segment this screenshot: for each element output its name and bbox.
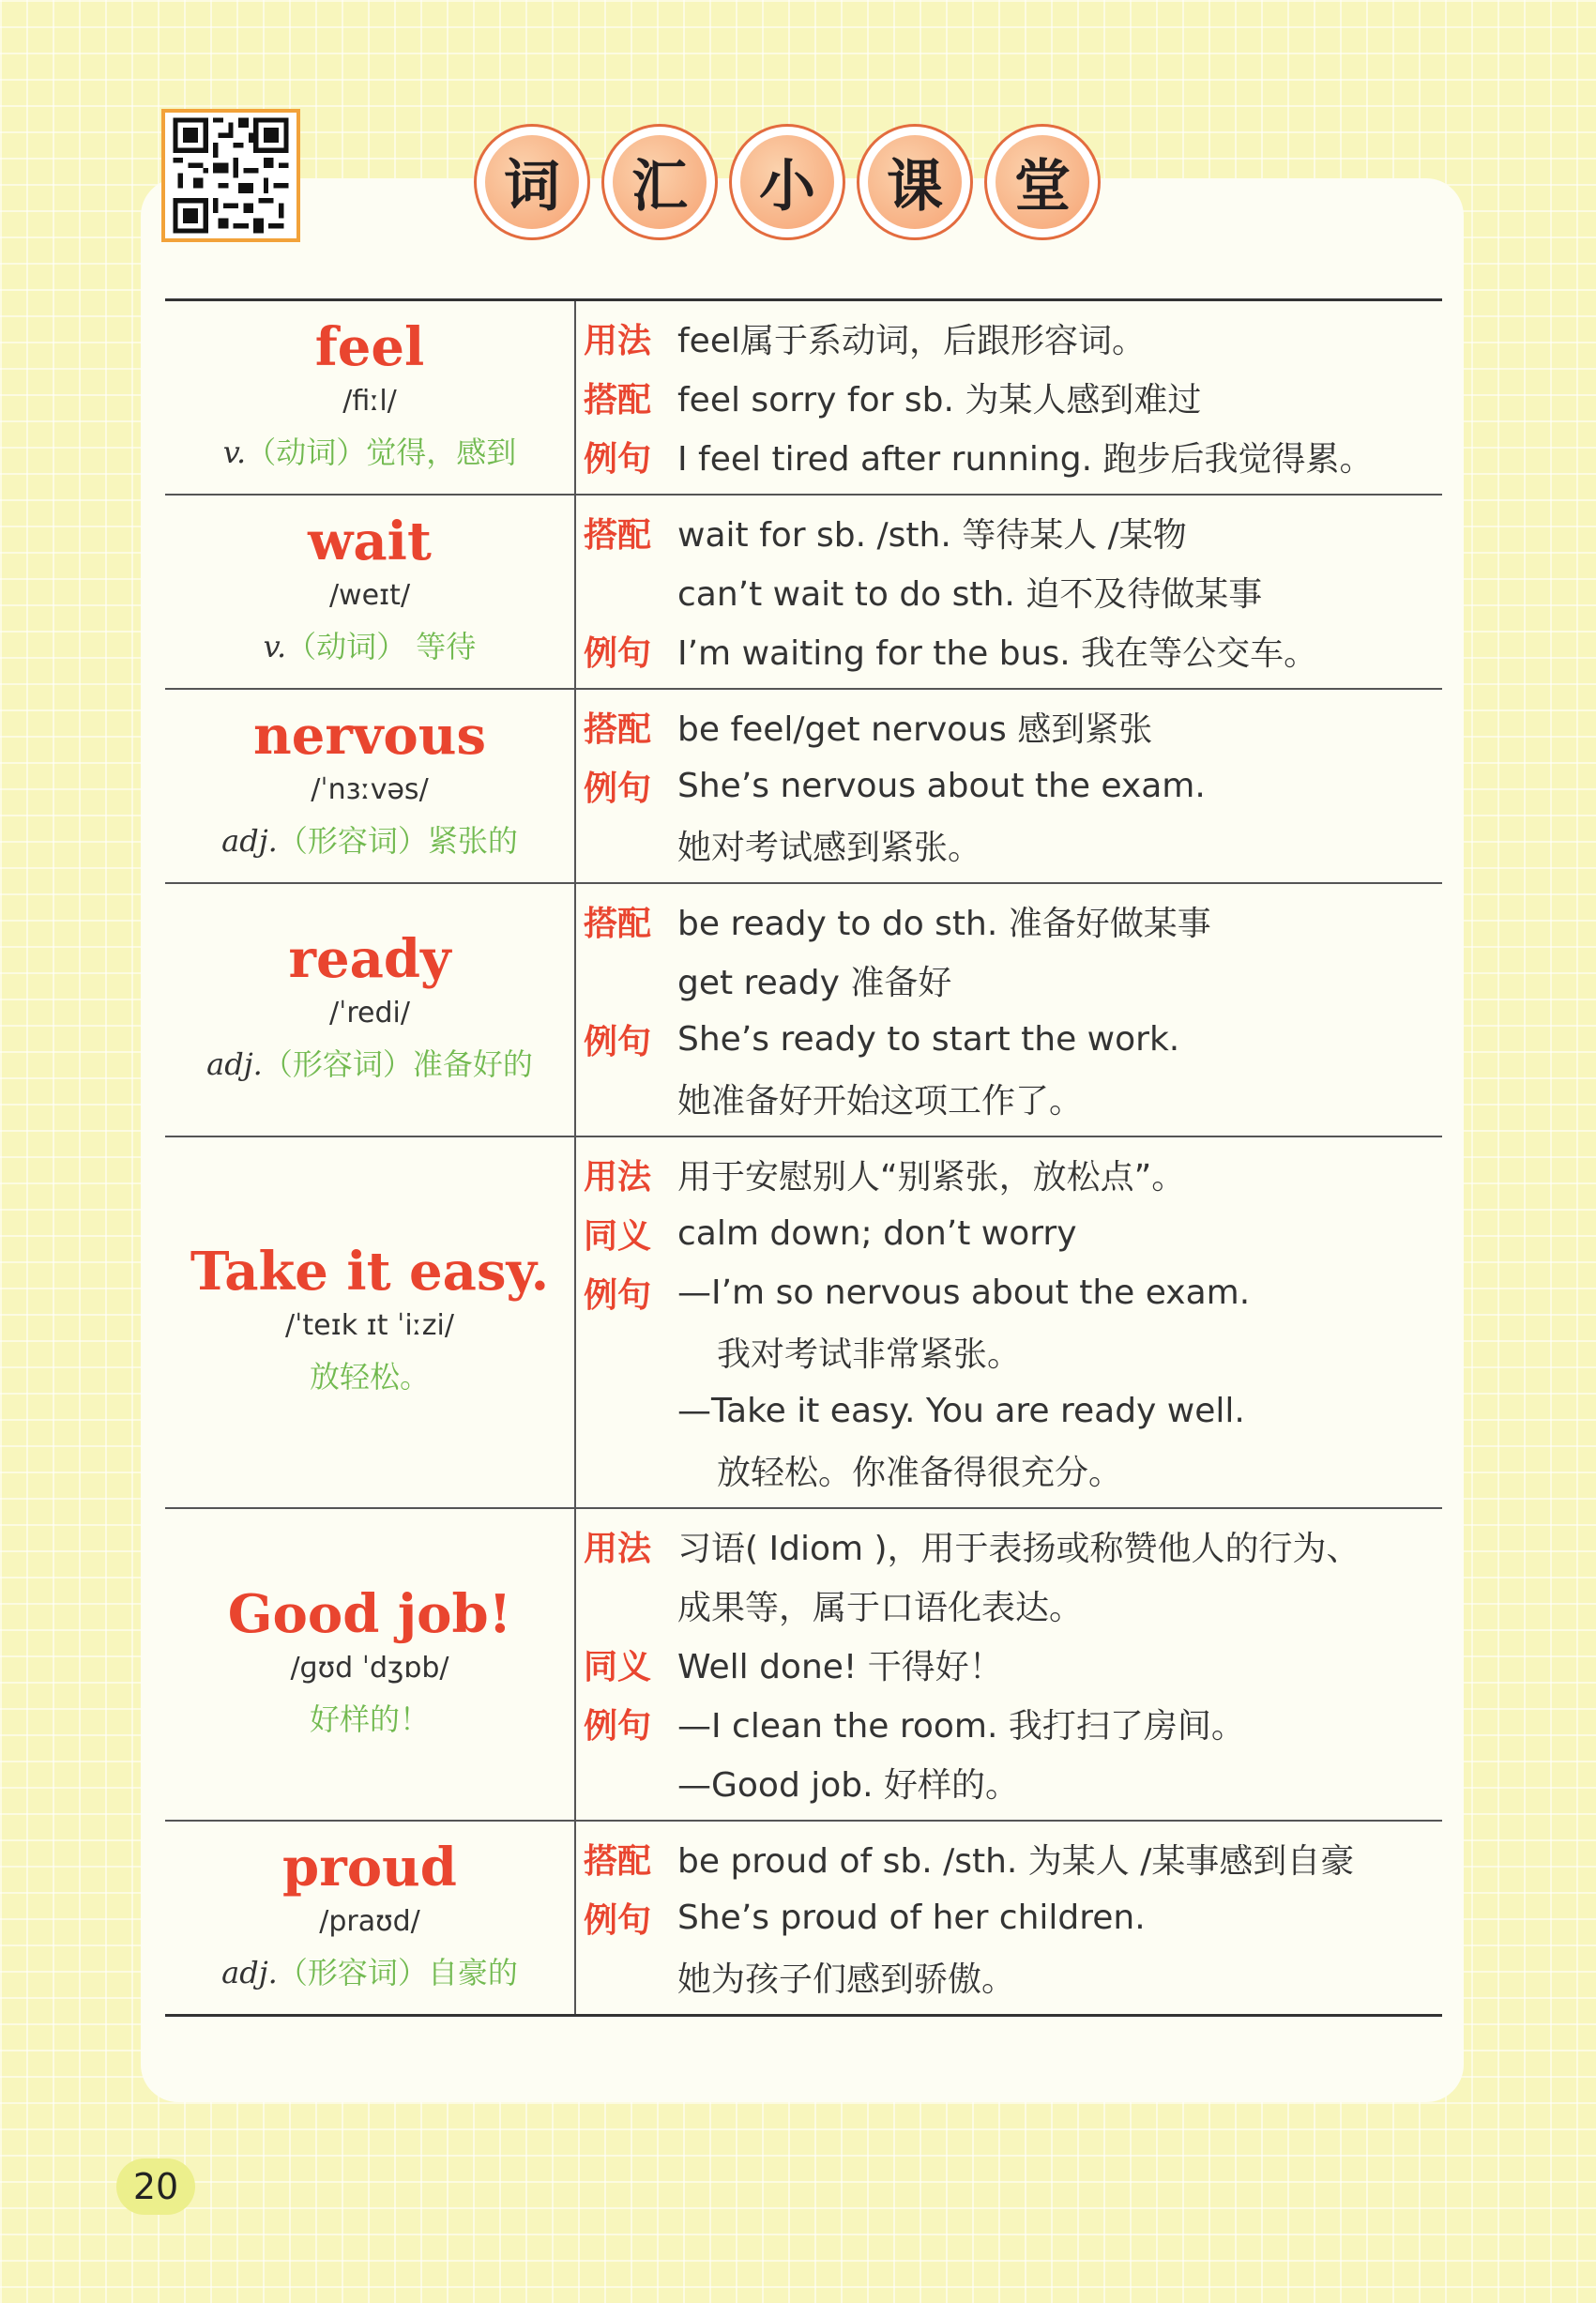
usage-line bbox=[576, 951, 1442, 1010]
part-of-speech bbox=[165, 1038, 574, 1090]
usage-tag: 例句 bbox=[584, 440, 652, 479]
usage-text: calm down; don’t worry bbox=[677, 1214, 1077, 1253]
pos-meaning: （动词） 等待 bbox=[286, 628, 477, 664]
page-number: 20 bbox=[116, 2158, 195, 2215]
usage-cell bbox=[575, 1821, 1442, 2016]
usage-line bbox=[576, 1381, 1442, 1441]
usage-cell bbox=[575, 495, 1442, 689]
usage-text: She’s nervous about the exam. bbox=[677, 767, 1206, 805]
usage-text: feel属于系动词，后跟形容词。 bbox=[677, 322, 1146, 360]
usage-text: 习语( Idiom )，用于表扬或称赞他人的行为、 bbox=[677, 1530, 1360, 1568]
usage-text: I’m waiting for the bus. 我在等公交车。 bbox=[677, 634, 1318, 673]
vocab-entry-row bbox=[165, 883, 1442, 1136]
usage-text: 她准备好开始这项工作了。 bbox=[677, 1082, 1084, 1121]
vocab-entry-row bbox=[165, 300, 1442, 496]
phonetic: /fiːl/ bbox=[342, 384, 397, 418]
usage-tag: 例句 bbox=[584, 1276, 652, 1315]
usage-text: get ready 准备好 bbox=[677, 964, 952, 1002]
pos-meaning: （形容词）准备好的 bbox=[262, 1046, 533, 1082]
word-cell bbox=[165, 495, 575, 689]
title-circle bbox=[601, 124, 718, 240]
pos-abbreviation: v. bbox=[263, 628, 287, 664]
usage-tag: 例句 bbox=[584, 634, 652, 673]
pos-meaning: 放轻松。 bbox=[309, 1359, 430, 1395]
usage-line bbox=[576, 1010, 1442, 1069]
phonetic: /weɪt/ bbox=[328, 578, 411, 612]
usage-tag: 例句 bbox=[584, 1023, 652, 1061]
usage-cell bbox=[575, 689, 1442, 883]
word-cell bbox=[165, 1821, 575, 2016]
word-cell bbox=[165, 300, 575, 496]
headword: feel bbox=[314, 315, 425, 378]
usage-text: be proud of sb. /sth. 为某人 /某事感到自豪 bbox=[677, 1842, 1355, 1881]
usage-text: 我对考试非常紧张。 bbox=[717, 1335, 1022, 1374]
title-circle bbox=[729, 124, 845, 240]
title-char: 课 bbox=[868, 135, 962, 229]
part-of-speech bbox=[165, 620, 574, 673]
usage-line bbox=[576, 1829, 1442, 1888]
qr-code-graphic bbox=[165, 113, 296, 238]
usage-line bbox=[576, 309, 1442, 368]
usage-line bbox=[576, 1635, 1442, 1694]
usage-line bbox=[576, 1441, 1442, 1500]
usage-line bbox=[576, 368, 1442, 427]
usage-text: 她对考试感到紧张。 bbox=[677, 829, 982, 867]
usage-text: be ready to do sth. 准备好做某事 bbox=[677, 905, 1211, 943]
usage-line bbox=[576, 1947, 1442, 2006]
headword: proud bbox=[282, 1836, 457, 1899]
word-cell bbox=[165, 1508, 575, 1821]
usage-tag: 例句 bbox=[584, 770, 652, 808]
usage-line bbox=[576, 1517, 1442, 1576]
usage-tag: 同义 bbox=[584, 1217, 652, 1256]
usage-line bbox=[576, 1204, 1442, 1263]
part-of-speech bbox=[165, 426, 574, 479]
phonetic: /ɡʊd ˈdʒɒb/ bbox=[290, 1651, 449, 1685]
usage-tag: 用法 bbox=[584, 322, 652, 360]
title-circle bbox=[857, 124, 973, 240]
pos-meaning: 好样的！ bbox=[309, 1701, 430, 1737]
usage-line bbox=[576, 1888, 1442, 1947]
vocab-entry-row bbox=[165, 495, 1442, 689]
usage-line bbox=[576, 892, 1442, 951]
word-cell bbox=[165, 1136, 575, 1508]
usage-line bbox=[576, 562, 1442, 621]
title-circle bbox=[984, 124, 1101, 240]
usage-line bbox=[576, 503, 1442, 562]
pos-abbreviation: adj. bbox=[221, 822, 278, 859]
usage-line bbox=[576, 1322, 1442, 1381]
usage-text: 放轻松。你准备得很充分。 bbox=[717, 1454, 1123, 1492]
title-circle bbox=[474, 124, 590, 240]
usage-tag: 用法 bbox=[584, 1158, 652, 1197]
part-of-speech bbox=[165, 1946, 574, 1999]
usage-text: wait for sb. /sth. 等待某人 /某物 bbox=[677, 516, 1187, 555]
pos-abbreviation: adj. bbox=[206, 1046, 263, 1082]
usage-tag: 搭配 bbox=[584, 905, 652, 943]
part-of-speech bbox=[165, 815, 574, 867]
headword: Good job! bbox=[227, 1582, 512, 1645]
word-cell bbox=[165, 689, 575, 883]
usage-tag: 例句 bbox=[584, 1707, 652, 1746]
headword: ready bbox=[288, 928, 451, 990]
usage-text: 成果等，属于口语化表达。 bbox=[677, 1589, 1084, 1627]
usage-line bbox=[576, 1069, 1442, 1128]
usage-text: —Good job. 好样的。 bbox=[677, 1766, 1020, 1805]
usage-tag: 搭配 bbox=[584, 516, 652, 555]
usage-text: feel sorry for sb. 为某人感到难过 bbox=[677, 381, 1202, 419]
phonetic: /ˈteɪk ɪt ˈiːzi/ bbox=[285, 1309, 454, 1342]
usage-line bbox=[576, 427, 1442, 486]
usage-text: —Take it easy. You are ready well. bbox=[677, 1392, 1245, 1430]
vocab-entry-row bbox=[165, 689, 1442, 883]
usage-text: —I’m so nervous about the exam. bbox=[677, 1274, 1251, 1312]
usage-line bbox=[576, 1694, 1442, 1753]
usage-text: —I clean the room. 我打扫了房间。 bbox=[677, 1707, 1245, 1746]
vocab-entry-row bbox=[165, 1136, 1442, 1508]
pos-meaning: （形容词）紧张的 bbox=[277, 822, 518, 859]
usage-line bbox=[576, 1263, 1442, 1322]
usage-text: She’s ready to start the work. bbox=[677, 1020, 1180, 1059]
word-cell bbox=[165, 883, 575, 1136]
pos-abbreviation: v. bbox=[222, 434, 247, 470]
usage-tag: 搭配 bbox=[584, 710, 652, 749]
usage-text: be feel/get nervous 感到紧张 bbox=[677, 710, 1153, 749]
usage-cell bbox=[575, 883, 1442, 1136]
usage-text: 她为孩子们感到骄傲。 bbox=[677, 1960, 1016, 1999]
vocabulary-table bbox=[165, 298, 1442, 2017]
usage-text: I feel tired after running. 跑步后我觉得累。 bbox=[677, 440, 1374, 479]
qr-code bbox=[161, 109, 300, 242]
usage-line bbox=[576, 697, 1442, 756]
usage-tag: 同义 bbox=[584, 1648, 652, 1686]
usage-tag: 搭配 bbox=[584, 1842, 652, 1881]
usage-cell bbox=[575, 1508, 1442, 1821]
headword: wait bbox=[308, 510, 432, 572]
phonetic: /ˈnɜːvəs/ bbox=[311, 772, 429, 806]
usage-tag: 用法 bbox=[584, 1530, 652, 1568]
vocab-entry-row bbox=[165, 1821, 1442, 2016]
usage-text: can’t wait to do sth. 迫不及待做某事 bbox=[677, 575, 1263, 614]
title-char: 汇 bbox=[613, 135, 707, 229]
usage-line bbox=[576, 756, 1442, 816]
usage-text: Well done! 干得好！ bbox=[677, 1648, 1003, 1686]
usage-cell bbox=[575, 1136, 1442, 1508]
usage-cell bbox=[575, 300, 1442, 496]
headword: Take it easy. bbox=[190, 1241, 550, 1303]
headword: nervous bbox=[253, 704, 486, 767]
usage-line bbox=[576, 816, 1442, 875]
section-title bbox=[474, 124, 1101, 240]
part-of-speech bbox=[165, 1350, 574, 1403]
pos-abbreviation: adj. bbox=[221, 1954, 278, 1990]
part-of-speech bbox=[165, 1693, 574, 1746]
usage-line bbox=[576, 1753, 1442, 1812]
pos-meaning: （动词）觉得，感到 bbox=[246, 434, 517, 470]
vocab-entry-row bbox=[165, 1508, 1442, 1821]
usage-text: 用于安慰别人“别紧张，放松点”。 bbox=[677, 1158, 1186, 1197]
usage-tag: 例句 bbox=[584, 1901, 652, 1940]
usage-line bbox=[576, 621, 1442, 680]
title-char: 词 bbox=[485, 135, 579, 229]
usage-text: She’s proud of her children. bbox=[677, 1899, 1146, 1937]
usage-line bbox=[576, 1576, 1442, 1635]
title-char: 小 bbox=[740, 135, 834, 229]
pos-meaning: （形容词）自豪的 bbox=[277, 1954, 518, 1990]
title-char: 堂 bbox=[996, 135, 1089, 229]
phonetic: /ˈredi/ bbox=[329, 997, 410, 1029]
usage-line bbox=[576, 1145, 1442, 1204]
usage-tag: 搭配 bbox=[584, 381, 652, 419]
phonetic: /praʊd/ bbox=[319, 1904, 420, 1938]
